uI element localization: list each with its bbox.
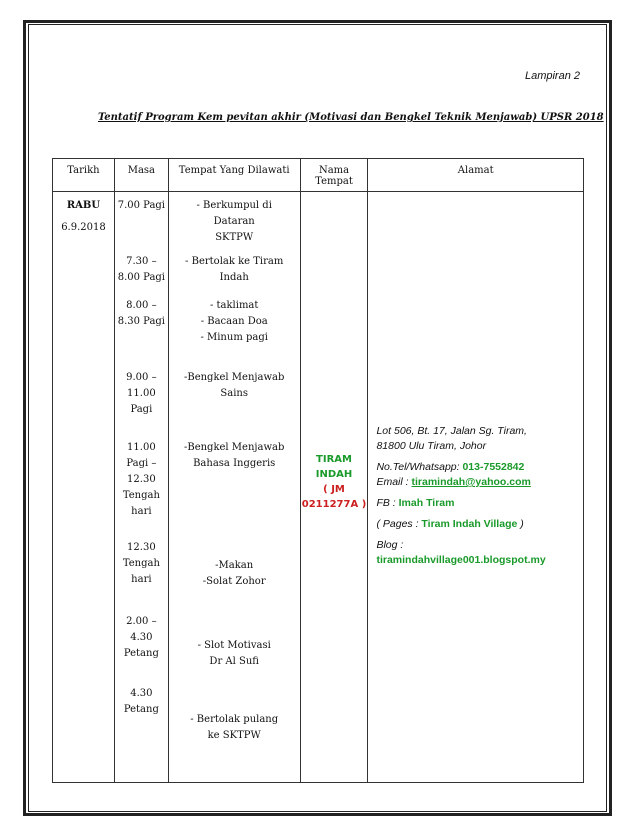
masa-cell: [114, 192, 168, 783]
table-row: [53, 192, 584, 783]
masa-entry-line: hari: [131, 574, 152, 585]
tempat-entry-line: ke SKTPW: [207, 730, 261, 741]
tempat-entry: [169, 198, 300, 246]
masa-entry: [115, 686, 168, 718]
tempat-entry-line: - Minum pagi: [200, 332, 268, 343]
tempat-entry-line: SKTPW: [215, 232, 254, 243]
tempat-entry-line: - Berkumpul di: [196, 200, 272, 211]
tempat-entry: [169, 638, 300, 670]
masa-entry: [115, 540, 168, 588]
tempat-cell: [168, 192, 300, 783]
masa-entry-line: 8.00 Pagi: [117, 272, 166, 283]
masa-entry-line: 7.30 –: [126, 256, 157, 267]
masa-entry-line: 8.00 –: [126, 300, 157, 311]
email-link[interactable]: tiramindah@yahoo.com: [411, 476, 531, 488]
masa-entry-line: 12.30: [127, 474, 156, 485]
masa-entry-line: 2.00 –: [126, 616, 157, 627]
venue-name: [301, 452, 368, 512]
masa-entry-line: 7.00 Pagi: [117, 200, 166, 211]
masa-entry-line: Petang: [123, 704, 159, 715]
tempat-entry-line: Indah: [219, 272, 249, 283]
masa-entry: [115, 614, 168, 662]
tempat-entry-line: -Bengkel Menjawab: [183, 442, 285, 453]
pages-close: ): [517, 518, 524, 530]
tempat-entry-line: -Bengkel Menjawab: [183, 372, 285, 383]
masa-entry-line: Pagi –: [126, 458, 157, 469]
tempat-entry-line: - taklimat: [209, 300, 259, 311]
tempat-entry-line: Dr Al Sufi: [209, 656, 259, 667]
table-header-row: [53, 159, 584, 192]
venue-name-line1: TIRAM: [316, 454, 352, 465]
masa-entry-line: hari: [131, 506, 152, 517]
tarikh-cell: [53, 192, 115, 783]
masa-entry: [115, 254, 168, 286]
header-nama-line1: Nama: [318, 165, 350, 176]
tempat-entry-line: -Makan: [215, 560, 254, 571]
tempat-entry: [169, 370, 300, 402]
masa-entry: [115, 298, 168, 330]
tempat-entry: [169, 440, 300, 472]
tel-label: No.Tel/Whatsapp:: [376, 461, 463, 473]
venue-name-line2: INDAH: [315, 469, 353, 480]
blog-link[interactable]: tiramindahvillage001.blogspot.my: [376, 554, 546, 566]
masa-entry-line: 4.30: [130, 632, 153, 643]
tempat-entry: [169, 558, 300, 590]
header-nama-line2: Tempat: [315, 176, 353, 187]
masa-entry-line: 4.30: [130, 688, 153, 699]
tempat-entry-line: - Slot Motivasi: [197, 640, 271, 651]
date-value: 6.9.2018: [61, 222, 106, 233]
tempat-entry-line: - Bacaan Doa: [200, 316, 268, 327]
date-day: RABU: [66, 200, 101, 211]
masa-entry-line: Tengah: [122, 490, 160, 501]
header-tempat: Tempat Yang Dilawati: [168, 159, 300, 192]
tempat-entry-line: -Solat Zohor: [202, 576, 266, 587]
tempat-entry-line: - Bertolak pulang: [190, 714, 279, 725]
tempat-entry-line: Dataran: [213, 216, 255, 227]
document-title: Tentatif Program Kem pevitan akhir (Motivasi dan Bengkel Teknik Menjawab) UPSR 2018: [98, 112, 604, 123]
header-masa: Masa: [114, 159, 168, 192]
masa-entry-line: Tengah: [122, 558, 160, 569]
tempat-entry: [169, 254, 300, 286]
blog-label: Blog :: [376, 539, 404, 551]
masa-entry-line: 9.00 –: [126, 372, 157, 383]
header-tarikh: Tarikh: [53, 159, 115, 192]
masa-entry-line: 11.00: [127, 442, 156, 453]
fb-label: FB :: [376, 497, 399, 509]
tempat-entry-line: Sains: [220, 388, 248, 399]
tempat-entry: [169, 298, 300, 346]
fb-value: Imah Tiram: [398, 497, 455, 509]
venue-code-line2: 0211277A ): [301, 499, 367, 510]
header-nama-tempat: [300, 159, 368, 192]
tempat-entry-line: - Bertolak ke Tiram: [185, 256, 284, 267]
masa-entry-line: 11.00: [127, 388, 156, 399]
tempat-entry-line: Bahasa Inggeris: [193, 458, 276, 469]
masa-entry-line: Petang: [123, 648, 159, 659]
pages-value: Tiram Indah Village: [421, 518, 518, 530]
header-alamat: Alamat: [368, 159, 584, 192]
masa-entry: [115, 198, 168, 214]
email-label: Email :: [376, 476, 412, 488]
masa-entry: [115, 370, 168, 418]
address-block: [376, 424, 577, 574]
masa-entry-line: 12.30: [127, 542, 156, 553]
appendix-label: Lampiran 2: [524, 70, 580, 82]
schedule-table: [52, 158, 584, 783]
address-line1: Lot 506, Bt. 17, Jalan Sg. Tiram,: [376, 425, 527, 437]
pages-open: ( Pages :: [376, 518, 422, 530]
masa-entry: [115, 440, 168, 520]
masa-entry-line: Pagi: [130, 404, 153, 415]
nama-tempat-cell: [300, 192, 368, 783]
tempat-entry: [169, 712, 300, 744]
venue-code-line1: ( JM: [323, 484, 345, 495]
alamat-cell: [368, 192, 584, 783]
masa-entry-line: 8.30 Pagi: [117, 316, 166, 327]
address-line2: 81800 Ulu Tiram, Johor: [376, 440, 487, 452]
tel-value: 013-7552842: [462, 461, 525, 473]
